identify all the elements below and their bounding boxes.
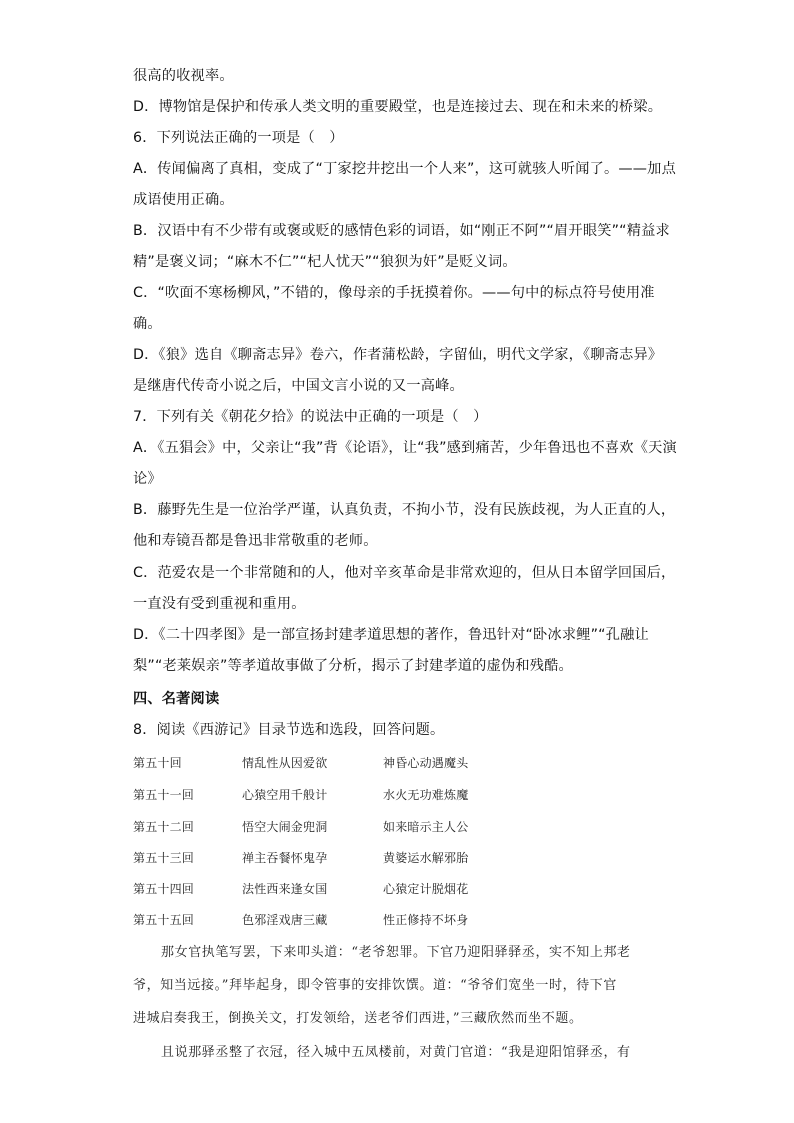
catalog-chapter: 第五十回 bbox=[133, 756, 182, 770]
catalog-chapter: 第五十一回 bbox=[133, 788, 195, 802]
catalog-first-couplet: 禅主吞餐怀鬼孕 bbox=[242, 851, 328, 865]
catalog-chapter: 第五十二回 bbox=[133, 820, 195, 834]
text-line: 他和寿镜吾都是鲁迅非常敬重的老师。 bbox=[133, 533, 378, 549]
catalog-second-couplet: 如来暗示主人公 bbox=[383, 820, 469, 834]
option-6b: B．汉语中有不少带有或褒或贬的感情色彩的词语，如“刚正不阿”“眉开眼笑”“精益求 bbox=[133, 223, 670, 239]
catalog-chapter: 第五十五回 bbox=[133, 913, 195, 927]
option-6a: A．传闻偏离了真相，变成了“丁家挖井挖出一个人来”，这可就骇人听闻了。——加点 bbox=[133, 161, 676, 177]
catalog-second-couplet: 黄婆运水解邪胎 bbox=[383, 851, 469, 865]
passage-line: 且说那驿丞整了衣冠，径入城中五凤楼前，对黄门官道：“我是迎阳馆驿丞，有 bbox=[161, 1045, 631, 1060]
option-6d: D．《狼》选自《聊斋志异》卷六，作者蒲松龄，字留仙，明代文学家，《聊斋志异》 bbox=[133, 347, 663, 363]
text-line: 论》 bbox=[133, 471, 162, 487]
catalog-first-couplet: 法性西来逢女国 bbox=[242, 882, 328, 896]
catalog-second-couplet: 性正修持不坏身 bbox=[383, 913, 469, 927]
text-line: 梨”“老莱娱亲”等孝道故事做了分析，揭示了封建孝道的虚伪和残酷。 bbox=[133, 658, 573, 674]
catalog-first-couplet: 悟空大闹金兜洞 bbox=[242, 820, 328, 834]
text-line: 很高的收视率。 bbox=[133, 68, 234, 84]
option-6c: C．“吹面不寒杨柳风，”不错的，像母亲的手抚摸着你。——句中的标点符号使用准 bbox=[133, 285, 655, 301]
catalog-chapter: 第五十四回 bbox=[133, 882, 195, 896]
option-7d: D．《二十四孝图》是一部宣扬封建孝道思想的著作，鲁迅针对“卧冰求鲤”“孔融让 bbox=[133, 627, 649, 643]
catalog-second-couplet: 神昏心动遇魔头 bbox=[383, 756, 469, 770]
passage-line: 那女官执笔写罢，下来叩头道：“老爷恕罪。下官乃迎阳驿驿丞，实不知上邦老 bbox=[161, 945, 631, 960]
text-line: 一直没有受到重视和重用。 bbox=[133, 596, 306, 612]
catalog-first-couplet: 心猿空用千般计 bbox=[242, 788, 328, 802]
catalog-chapter: 第五十三回 bbox=[133, 851, 195, 865]
text-line: 是继唐代传奇小说之后，中国文言小说的又一高峰。 bbox=[133, 378, 464, 394]
catalog-first-couplet: 色邪淫戏唐三藏 bbox=[242, 913, 328, 927]
catalog-second-couplet: 心猿定计脱烟花 bbox=[383, 882, 469, 896]
text-line: 确。 bbox=[133, 316, 162, 332]
text-line: D．博物馆是保护和传承人类文明的重要殿堂，也是连接过去、现在和未来的桥梁。 bbox=[133, 99, 663, 115]
option-7b: B．藤野先生是一位治学严谨，认真负责，不拘小节，没有民族歧视，为人正直的人， bbox=[133, 502, 676, 518]
catalog-first-couplet: 情乱性从因爱欲 bbox=[242, 756, 328, 770]
question-6: 6．下列说法正确的一项是（ ） bbox=[133, 130, 344, 146]
catalog-second-couplet: 水火无功难炼魔 bbox=[383, 788, 469, 802]
text-line: 成语使用正确。 bbox=[133, 192, 234, 208]
option-7a: A．《五猖会》中，父亲让“我”背《论语》，让“我”感到痛苦，少年鲁迅也不喜欢《天演 bbox=[133, 440, 677, 456]
passage-line: 进城启奏我王，倒换关文，打发领给，送老爷们西进，”三藏欣然而坐不题。 bbox=[133, 1011, 583, 1026]
text-line: 精”是褒义词；“麻木不仁”“杞人忧天”“狼狈为奸”是贬义词。 bbox=[133, 254, 517, 270]
question-7: 7．下列有关《朝花夕拾》的说法中正确的一项是（ ） bbox=[133, 409, 488, 425]
question-8: 8．阅读《西游记》目录节选和选段，回答问题。 bbox=[133, 722, 445, 738]
option-7c: C．范爱农是一个非常随和的人，他对辛亥革命是非常欢迎的，但从日本留学回国后， bbox=[133, 565, 676, 581]
passage-line: 爷，知当远接。”拜毕起身，即令管事的安排饮馔。道：“爷爷们宽坐一时，待下官 bbox=[133, 978, 617, 993]
section-title: 四、名著阅读 bbox=[133, 691, 220, 707]
